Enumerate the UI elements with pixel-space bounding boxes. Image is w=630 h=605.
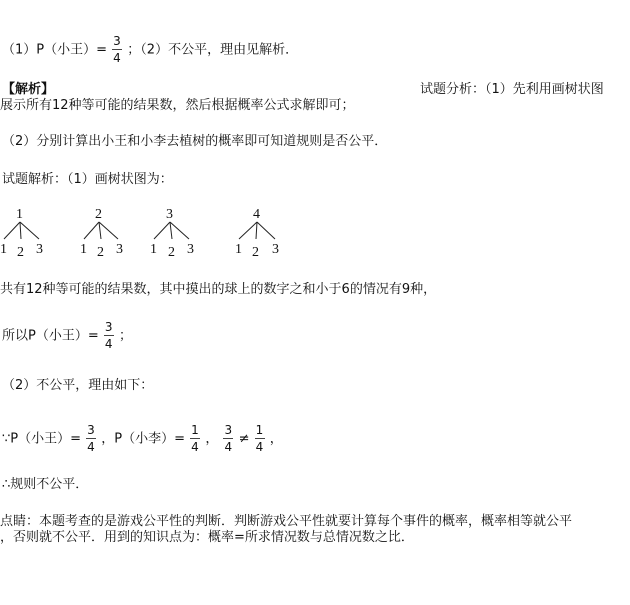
because-text-2: ，P（小李）= (101, 431, 186, 447)
fraction-bar (112, 49, 122, 50)
so-fraction (104, 321, 114, 351)
tree-leaf: 3 (36, 242, 43, 257)
result-line: 共有12种等可能的结果数，其中摸出的球上的数字之和小于6的情况有9种， (0, 282, 437, 297)
so-end: ； (119, 328, 133, 344)
comment-line-1: 点睛：本题考查的是游戏公平性的判断．判断游戏公平性就要计算每个事件的概率，概率相等就公平 (0, 514, 573, 529)
fraction-numerator: 3 (224, 423, 233, 437)
tree-branch (256, 222, 257, 239)
tree-leaf: 3 (116, 242, 123, 257)
tree-branch (170, 222, 172, 239)
tree-leaf: 1 (0, 242, 7, 257)
answer-part2-text: ；（2）不公平，理由见解析． (127, 42, 299, 58)
because-fraction-3 (223, 424, 233, 454)
fraction-bar (190, 438, 200, 439)
tree-root: 3 (166, 207, 173, 222)
part2-line: （2）不公平，理由如下： (2, 378, 154, 393)
solution-heading: 试题解析：（1）画树状图为： (2, 172, 173, 187)
analysis-line-1: 展示所有12种等可能的结果数，然后根据概率公式求解即可； (0, 98, 355, 113)
because-text-1: ∵P（小王）= (2, 431, 82, 447)
tree-root: 4 (253, 207, 260, 222)
so-line (2, 321, 132, 351)
fraction-bar (104, 335, 114, 336)
tree-branch (257, 222, 275, 239)
fraction-denominator: 4 (191, 440, 199, 454)
tree-branch (239, 222, 257, 239)
answer-part1-text: （1）P（小王）= (2, 42, 108, 58)
tree-leaf: 2 (97, 245, 104, 260)
because-fraction-1 (86, 424, 96, 454)
tree-leaf: 1 (150, 242, 157, 257)
analysis-right-text: 试题分析：（1）先利用画树状图 (420, 82, 604, 97)
because-text-4: ， (269, 431, 283, 447)
tree-branch (99, 222, 101, 239)
analysis-label: 【解析】 (2, 82, 55, 97)
tree-leaf: 3 (272, 242, 279, 257)
because-fraction-2 (190, 424, 200, 454)
fraction-bar (223, 438, 233, 439)
so-text: 所以P（小王）= (2, 328, 99, 344)
tree-branch (20, 222, 21, 239)
fraction-bar (86, 438, 96, 439)
tree-leaf: 1 (235, 242, 242, 257)
tree-2 (80, 207, 123, 260)
tree-diagram (0, 205, 290, 263)
answer-line (2, 35, 298, 65)
tree-leaf: 3 (187, 242, 194, 257)
tree-root: 2 (95, 207, 102, 222)
because-fraction-4 (255, 424, 265, 454)
tree-root: 1 (16, 207, 23, 222)
tree-leaf: 2 (168, 245, 175, 260)
fraction-denominator: 4 (255, 440, 264, 454)
fraction-numerator: 3 (104, 320, 113, 334)
fraction-numerator: 1 (191, 423, 199, 437)
tree-branch (99, 222, 118, 239)
tree-leaf: 2 (17, 245, 24, 260)
tree-leaf: 2 (252, 245, 259, 260)
tree-3 (150, 207, 194, 260)
because-text-3: ， (205, 431, 219, 447)
comment-line-2: ，否则就不公平．用到的知识点为：概率=所求情况数与总情况数之比． (0, 530, 414, 545)
fraction-bar (255, 438, 265, 439)
not-equal-sign: ≠ (238, 431, 250, 447)
because-line (2, 424, 283, 454)
tree-1 (0, 207, 43, 260)
tree-4 (235, 207, 279, 260)
answer-fraction (112, 35, 122, 65)
tree-branch (20, 222, 39, 239)
analysis-line-2: （2）分别计算出小王和小李去植树的概率即可知道规则是否公平． (2, 134, 388, 149)
fraction-denominator: 4 (224, 440, 233, 454)
tree-leaf: 1 (80, 242, 87, 257)
tree-branch (4, 222, 20, 239)
fraction-denominator: 4 (113, 51, 121, 65)
fraction-numerator: 3 (113, 34, 121, 48)
fraction-denominator: 4 (104, 337, 113, 351)
fraction-denominator: 4 (87, 440, 95, 454)
tree-branch (154, 222, 170, 239)
tree-branch (170, 222, 189, 239)
tree-branch (84, 222, 99, 239)
therefore-line: ∴规则不公平． (2, 477, 89, 492)
fraction-numerator: 1 (255, 423, 264, 437)
fraction-numerator: 3 (87, 423, 95, 437)
